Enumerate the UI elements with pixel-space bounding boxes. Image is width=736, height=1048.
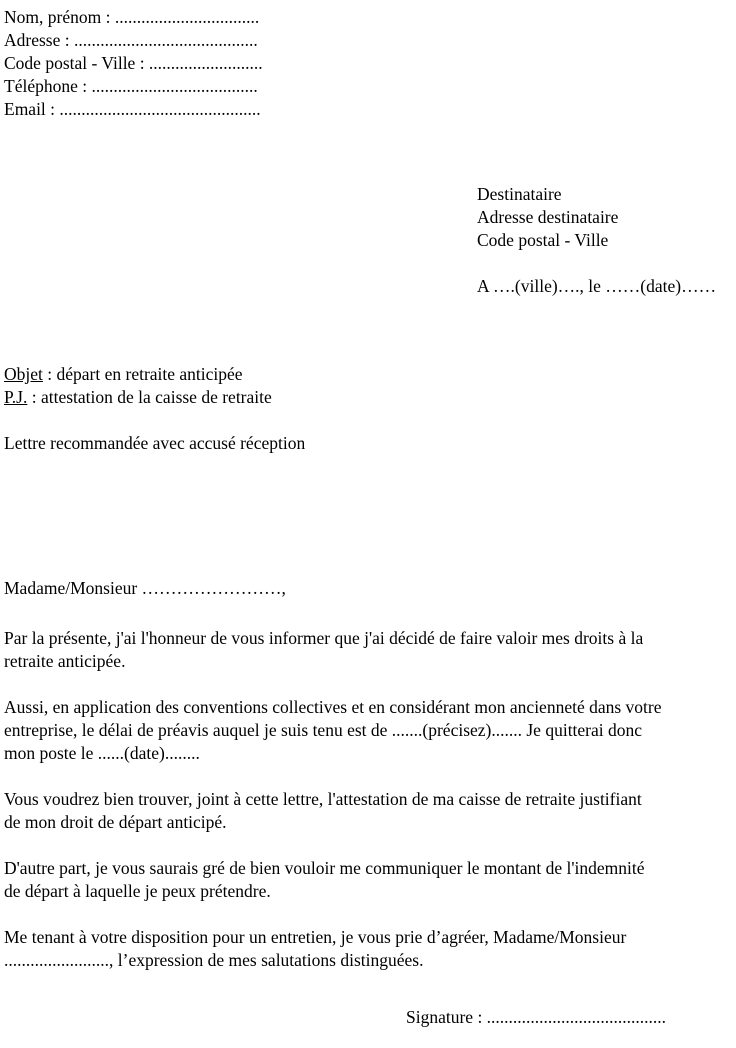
paragraph-line: Vous voudrez bien trouver, joint à cette lettre, l'attestation de ma caisse de retraite justifiant (4, 789, 642, 809)
paragraph-line: D'autre part, je vous saurais gré de bien vouloir me communiquer le montant de l'indemnité (4, 858, 645, 878)
subject-text: : départ en retraite anticipée (42, 364, 243, 384)
paragraph-indemnity (4, 857, 736, 903)
paragraph-closing (4, 926, 736, 972)
subject-line (4, 363, 736, 386)
attachment-label: P.J. (4, 387, 28, 407)
attachment-text: : attestation de la caisse de retraite (27, 387, 272, 407)
sender-block (4, 6, 736, 121)
paragraph-line: Me tenant à votre disposition pour un entretien, je vous prie d’agréer, Madame/Monsieur (4, 927, 627, 947)
recipient-address-line: Adresse destinataire (477, 207, 619, 227)
place-date-line: A ….(ville)…., le ……(date)…… (477, 276, 717, 296)
sender-postal-city-line: Code postal - Ville : .......................... (4, 53, 263, 73)
paragraph-line: Aussi, en application des conventions collectives et en considérant mon ancienneté dans votre (4, 697, 662, 717)
sender-address-line: Adresse : .......................................... (4, 30, 258, 50)
paragraph-line: retraite anticipée. (4, 651, 126, 671)
paragraph-line: Par la présente, j'ai l'honneur de vous informer que j'ai décidé de faire valoir mes droits à la (4, 628, 644, 648)
paragraph-intro (4, 627, 736, 673)
paragraph-line: ........................, l’expression de mes salutations distinguées. (4, 950, 424, 970)
sender-name-line: Nom, prénom : ................................. (4, 7, 260, 27)
subject-label: Objet (4, 364, 43, 384)
sender-email-line: Email : .............................................. (4, 99, 261, 119)
paragraph-line: mon poste le ......(date)........ (4, 743, 200, 763)
paragraph-line: entreprise, le délai de préavis auquel je suis tenu est de .......(précisez)....... Je quitterai donc (4, 720, 643, 740)
recipient-postal-city-line: Code postal - Ville (477, 230, 609, 250)
sender-phone-line: Téléphone : ...................................... (4, 76, 258, 96)
attachment-line (4, 386, 736, 409)
paragraph-attachment-proof (4, 788, 736, 834)
paragraph-notice-period (4, 696, 736, 765)
salutation-line: Madame/Monsieur ……………………, (4, 578, 286, 598)
recipient-name-line: Destinataire (477, 184, 562, 204)
signature-line: Signature : ......................................... (406, 1007, 667, 1027)
registered-mail-notice: Lettre recommandée avec accusé réception (4, 433, 306, 453)
paragraph-line: de départ à laquelle je peux prétendre. (4, 881, 271, 901)
paragraph-line: de mon droit de départ anticipé. (4, 812, 227, 832)
recipient-block (477, 183, 736, 252)
subject-block (4, 363, 736, 409)
